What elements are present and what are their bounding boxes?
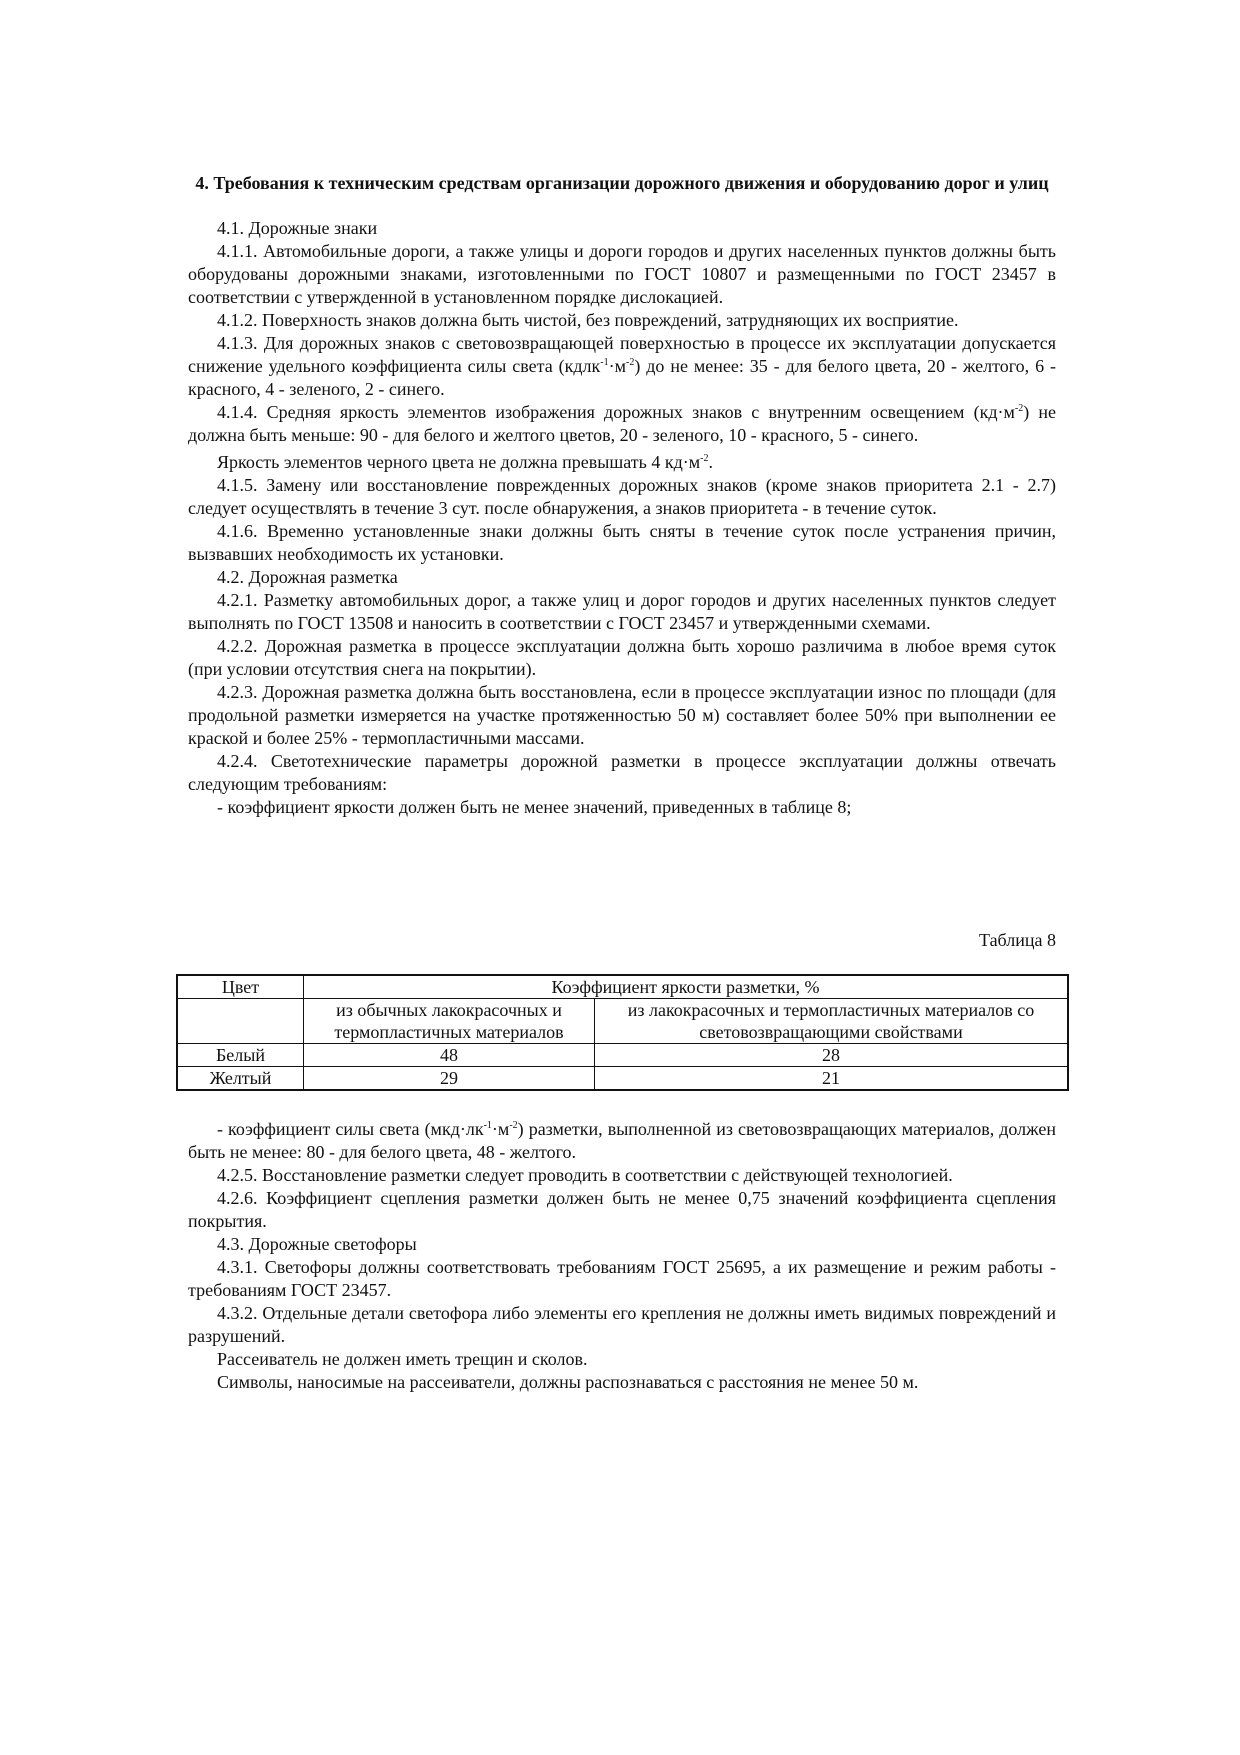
paragraph: 4.1.2. Поверхность знаков должна быть чистой, без повреждений, затрудняющих их восприятие.	[217, 310, 959, 330]
table-row	[177, 1044, 1068, 1067]
paragraph: 4.1.1. Автомобильные дороги, а также улицы и дороги городов и других населенных пунктов должны быть оборудованы дорожными знаками, изготовленными по ГОСТ 10807 и размещенными по ГОСТ 23457 в соответствии с утвержденной в установленном порядке дислокацией.	[188, 241, 1056, 307]
header-color: Цвет	[177, 975, 304, 999]
brightness-table	[176, 974, 1069, 1091]
paragraph: Символы, наносимые на рассеиватели, должны распознаваться с расстояния не менее 50 м.	[217, 1372, 919, 1392]
subheader-regular: из обычных лакокрасочных и термопластичных материалов	[304, 999, 595, 1044]
spacer	[188, 819, 1056, 929]
table-row	[177, 1067, 1068, 1091]
cell-color: Желтый	[177, 1067, 304, 1091]
document-page	[188, 172, 1056, 1394]
cell-value: 48	[304, 1044, 595, 1067]
paragraph: 4.2.6. Коэффициент сцепления разметки должен быть не менее 0,75 значений коэффициента сцепления покрытия.	[188, 1188, 1056, 1231]
paragraph: 4.2. Дорожная разметка	[217, 567, 398, 587]
section-title: 4. Требования к техническим средствам организации дорожного движения и оборудованию дорог и улиц	[195, 173, 1049, 193]
paragraph: Рассеиватель не должен иметь трещин и сколов.	[217, 1349, 588, 1369]
cell-value: 29	[304, 1067, 595, 1091]
paragraph: 4.2.2. Дорожная разметка в процессе эксплуатации должна быть хорошо различима в любое время суток (при условии отсутствия снега на покрытии).	[188, 636, 1056, 679]
table-subheader-row	[177, 999, 1068, 1044]
paragraph: 4.1.6. Временно установленные знаки должны быть сняты в течение суток после устранения причин, вызвавших необходимость их установки.	[188, 521, 1056, 564]
paragraph: 4.2.1. Разметку автомобильных дорог, а также улиц и дорог городов и других населенных пунктов следует выполнять по ГОСТ 13508 и наносить в соответствии с ГОСТ 23457 и утвержденными схемами.	[188, 590, 1056, 633]
paragraph: 4.1. Дорожные знаки	[217, 218, 378, 238]
paragraph: 4.3. Дорожные светофоры	[217, 1234, 417, 1254]
paragraph: 4.3.1. Светофоры должны соответствовать требованиям ГОСТ 25695, а их размещение и режим работы - требованиям ГОСТ 23457.	[188, 1257, 1056, 1300]
paragraph: - коэффициент яркости должен быть не менее значений, приведенных в таблице 8;	[217, 797, 852, 817]
table-header-row	[177, 975, 1068, 999]
paragraph-4-1-3: 4.1.3. Для дорожных знаков с световозвращающей поверхностью в процессе их эксплуатации допускается снижение удельного коэффициента силы света $(кдлк^{-1}\cdot м^{-2})$ до не менее: 35 - для белого цвета, 20 - желтого, 6 - красного, 4 - зеленого, 2 - синего.	[188, 333, 1056, 399]
paragraph: 4.2.3. Дорожная разметка должна быть восстановлена, если в процессе эксплуатации износ по площади (для продольной разметки измеряется на участке протяженностью 50 м) составляет более 50% при выполнении ее краской и более 25% - термопластичными массами.	[188, 682, 1056, 748]
cell-value: 21	[595, 1067, 1069, 1091]
paragraph-black-brightness: Яркость элементов черного цвета не должна превышать 4 $кд\cdot м^{-2}$.	[217, 452, 713, 472]
paragraph: 4.2.5. Восстановление разметки следует проводить в соответствии с действующей технологией.	[217, 1165, 953, 1185]
table-caption: Таблица 8	[979, 930, 1056, 950]
paragraph: 4.3.2. Отдельные детали светофора либо элементы его крепления не должны иметь видимых повреждений и разрушений.	[188, 1303, 1056, 1346]
paragraph: 4.2.4. Светотехнические параметры дорожной разметки в процессе эксплуатации должны отвечать следующим требованиям:	[188, 751, 1056, 794]
paragraph-luminous-coefficient: - коэффициент силы света $(мкд\cdot лк^{-1}\cdot м^{-2})$ разметки, выполненной из световозвращающих материалов, должен быть не менее: 80 - для белого цвета, 48 - желтого.	[188, 1119, 1056, 1162]
cell-color: Белый	[177, 1044, 304, 1067]
cell-value: 28	[595, 1044, 1069, 1067]
paragraph-4-1-4: 4.1.4. Средняя яркость элементов изображения дорожных знаков с внутренним освещением $(кд\cdot м^{-2})$ не должна быть меньше: 90 - для белого и желтого цветов, 20 - зеленого, 10 - красного, 5 - синего.	[188, 402, 1056, 445]
subheader-empty	[177, 999, 304, 1044]
subheader-retroreflective: из лакокрасочных и термопластичных материалов со световозвращающими свойствами	[595, 999, 1069, 1044]
header-group: Коэффициент яркости разметки, %	[304, 975, 1069, 999]
paragraph: 4.1.5. Замену или восстановление поврежденных дорожных знаков (кроме знаков приоритета 2.1 - 2.7) следует осуществлять в течение 3 сут. после обнаружения, а знаков приоритета - в течение суток.	[188, 475, 1056, 518]
